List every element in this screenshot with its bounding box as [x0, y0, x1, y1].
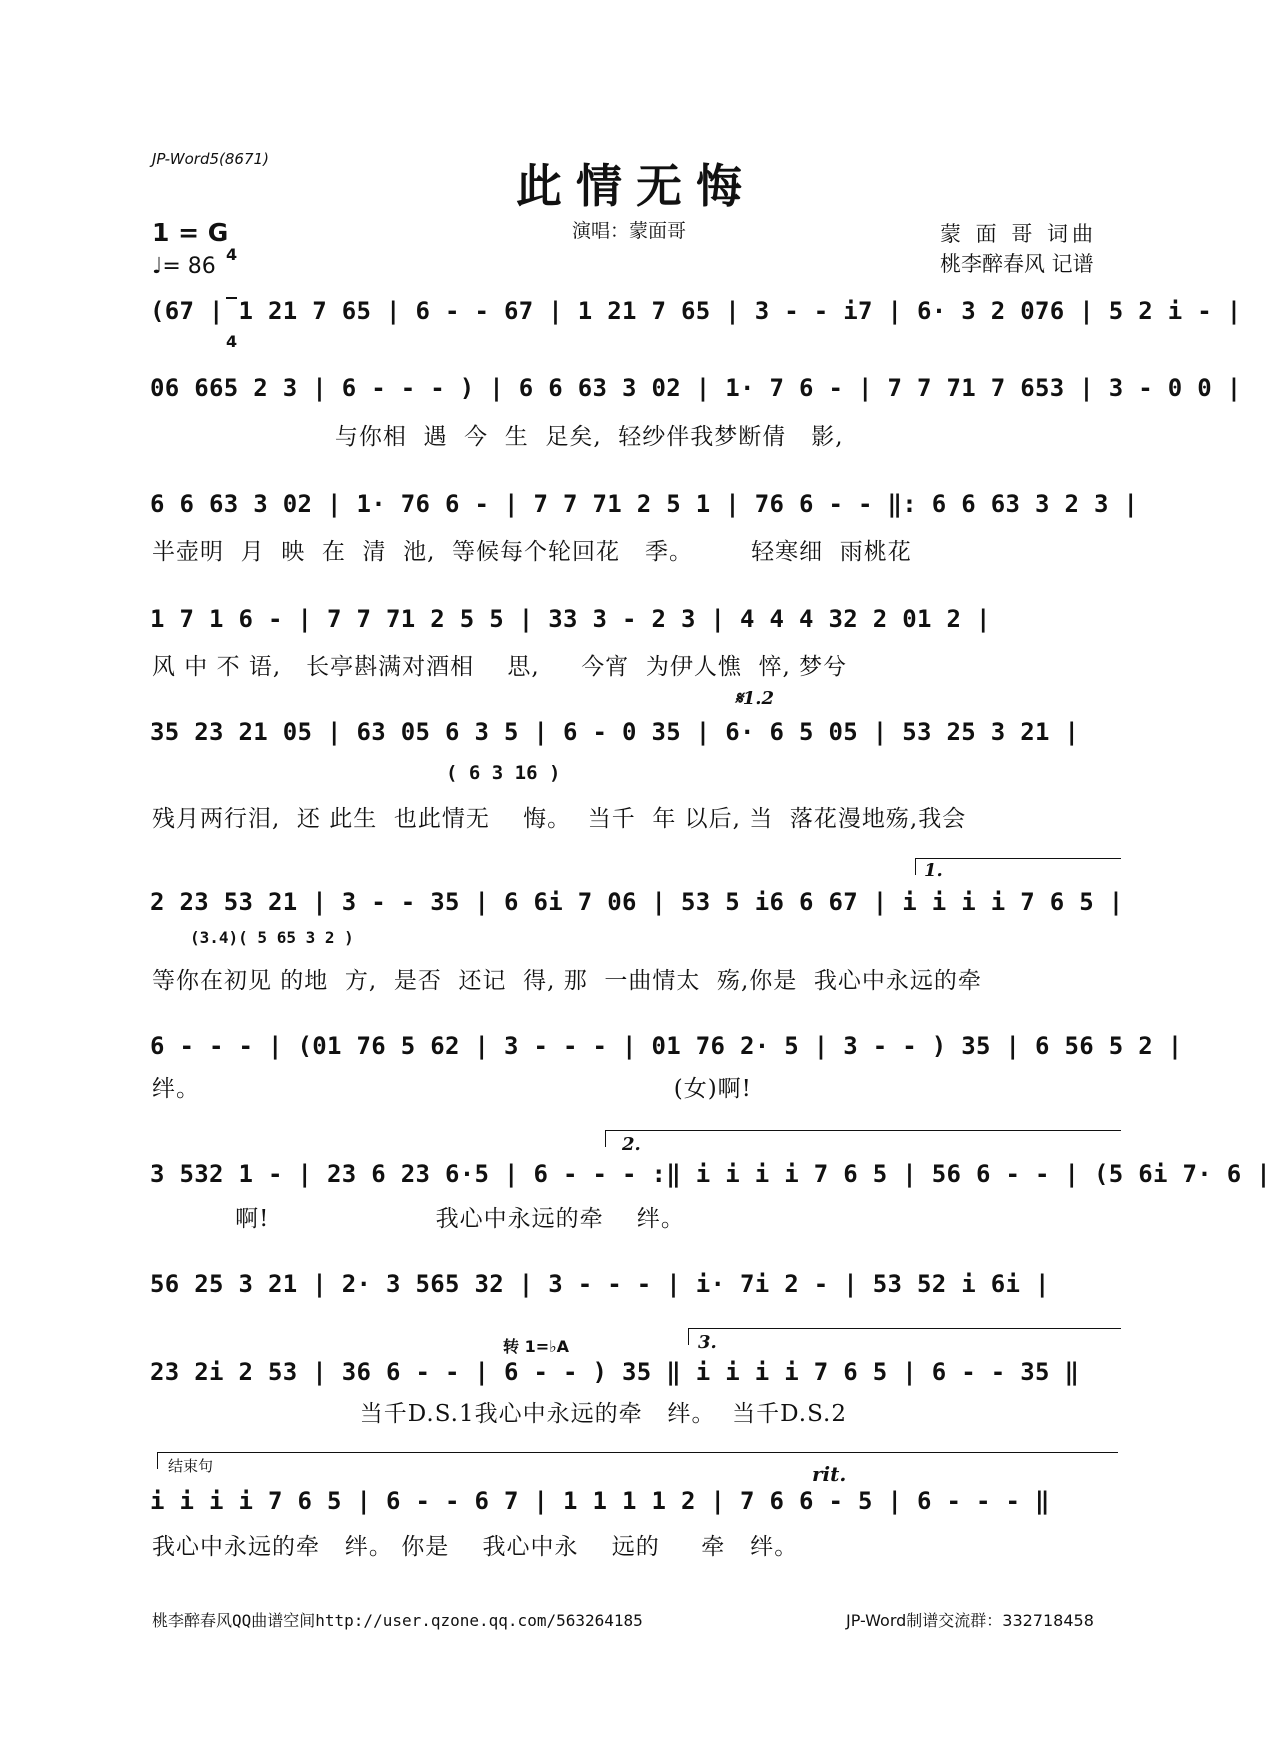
- lyric-line: 绊。 (女)啊!: [152, 1076, 752, 1102]
- alt-notes: ( 6 3 16 ): [446, 762, 561, 784]
- rit-marking: rit.: [812, 1462, 847, 1486]
- time-sig-top: 4: [226, 245, 238, 264]
- lyric-line: 与你相 遇 今 生 足矣, 轻纱伴我梦断倩 影,: [152, 424, 844, 450]
- volta-bracket-1: [915, 858, 1121, 875]
- notation-line: 1 7 1 6 - | 7 7 71 2 5 5 | 33 3 - 2 3 | 4 4 4 32 2 01 2 |: [150, 605, 991, 633]
- modulation-marker: 转 1=♭A: [503, 1337, 570, 1356]
- composer-credit: 蒙 面 哥 词曲: [940, 222, 1098, 246]
- notation-line: 23 2i 2 53 | 36 6 - - | 6 - - ) 35 ‖ i i i i 7 6 5 | 6 - - 35 ‖: [150, 1358, 1080, 1386]
- time-sig-bottom: 4: [226, 332, 238, 351]
- notation-line: 06 665 2 3 | 6 - - - ) | 6 6 63 3 02 | 1· 7 6 - | 7 7 71 7 653 | 3 - 0 0 |: [150, 374, 1242, 402]
- notation-line: 56 25 3 21 | 2· 3 565 32 | 3 - - - | i· 7i 2 - | 53 52 i 6i |: [150, 1270, 1050, 1298]
- coda-bracket: [157, 1452, 1118, 1469]
- footer-right-group: JP-Word制谱交流群：332718458: [846, 1611, 1094, 1630]
- coda-label: 结束句: [168, 1457, 214, 1475]
- lyric-line: 我心中永远的牵 绊。 你是 我心中永 远的 牵 绊。: [152, 1534, 799, 1560]
- singer-credit: 演唱：蒙面哥: [572, 220, 687, 242]
- notation-line: 6 6 63 3 02 | 1· 76 6 - | 7 7 71 2 5 1 | 76 6 - - ‖: 6 6 63 3 2 3 |: [150, 490, 1139, 518]
- lyric-line: 风 中 不 语, 长亭斟满对酒相 思, 今宵 为伊人憔 悴, 梦兮: [152, 654, 848, 680]
- lyric-line: 等你在初见 的地 方, 是否 还记 得, 那 一曲情太 殇,你是 我心中永远的牵: [152, 968, 982, 994]
- lyric-line: 当千D.S.1我心中永远的牵 绊。 当千D.S.2: [152, 1401, 847, 1427]
- volta-bracket-3: [688, 1328, 1121, 1345]
- tempo-marking: ♩= 86: [152, 254, 216, 279]
- notation-line: 35 23 21 05 | 63 05 6 3 5 | 6 - 0 35 | 6· 6 5 05 | 53 25 3 21 |: [150, 718, 1080, 746]
- lyric-line: 残月两行泪, 还 此生 也此情无 悔。 当千 年 以后, 当 落花漫地殇,我会: [152, 806, 967, 832]
- alt-notes: (3.4)( 5 65 3 2 ): [190, 928, 354, 947]
- notation-line: 2 23 53 21 | 3 - - 35 | 6 6i 7 06 | 53 5 i6 6 67 | i i i i 7 6 5 |: [150, 888, 1124, 916]
- volta-1-label: 1.: [924, 860, 943, 881]
- volta-2-label: 2.: [622, 1134, 641, 1155]
- footer-left-link: 桃李醉春风QQ曲谱空间http://user.qzone.qq.com/563264185: [152, 1611, 643, 1630]
- notation-line: (67 | 1 21 7 65 | 6 - - 67 | 1 21 7 65 | 3 - - i7 | 6· 3 2 076 | 5 2 i - |: [150, 297, 1242, 325]
- notation-line: i i i i 7 6 5 | 6 - - 6 7 | 1 1 1 1 2 | 7 6 6 - 5 | 6 - - - ‖: [150, 1487, 1050, 1515]
- transcriber-credit: 桃李醉春风 记谱: [940, 252, 1094, 276]
- volta-bracket-2: [605, 1130, 1121, 1147]
- source-label: JP-Word5(8671): [152, 150, 269, 168]
- segno-marker: 𝄋1.2: [735, 688, 775, 709]
- song-title: 此情无悔: [516, 159, 756, 213]
- time-signature: [226, 212, 237, 367]
- notation-line: 3 532 1 - | 23 6 23 6·5 | 6 - - - :‖ i i i i 7 6 5 | 56 6 - - | (5 6i 7· 6 |: [150, 1160, 1271, 1188]
- lyric-line: 半壶明 月 映 在 清 池, 等候每个轮回花 季。 轻寒细 雨桃花: [152, 539, 912, 565]
- volta-3-label: 3.: [698, 1332, 717, 1353]
- notation-line: 6 - - - | (01 76 5 62 | 3 - - - | 01 76 2· 5 | 3 - - ) 35 | 6 56 5 2 |: [150, 1032, 1183, 1060]
- key-signature: 1 = G: [152, 218, 229, 247]
- lyric-line: 啊! 我心中永远的牵 绊。: [152, 1206, 685, 1232]
